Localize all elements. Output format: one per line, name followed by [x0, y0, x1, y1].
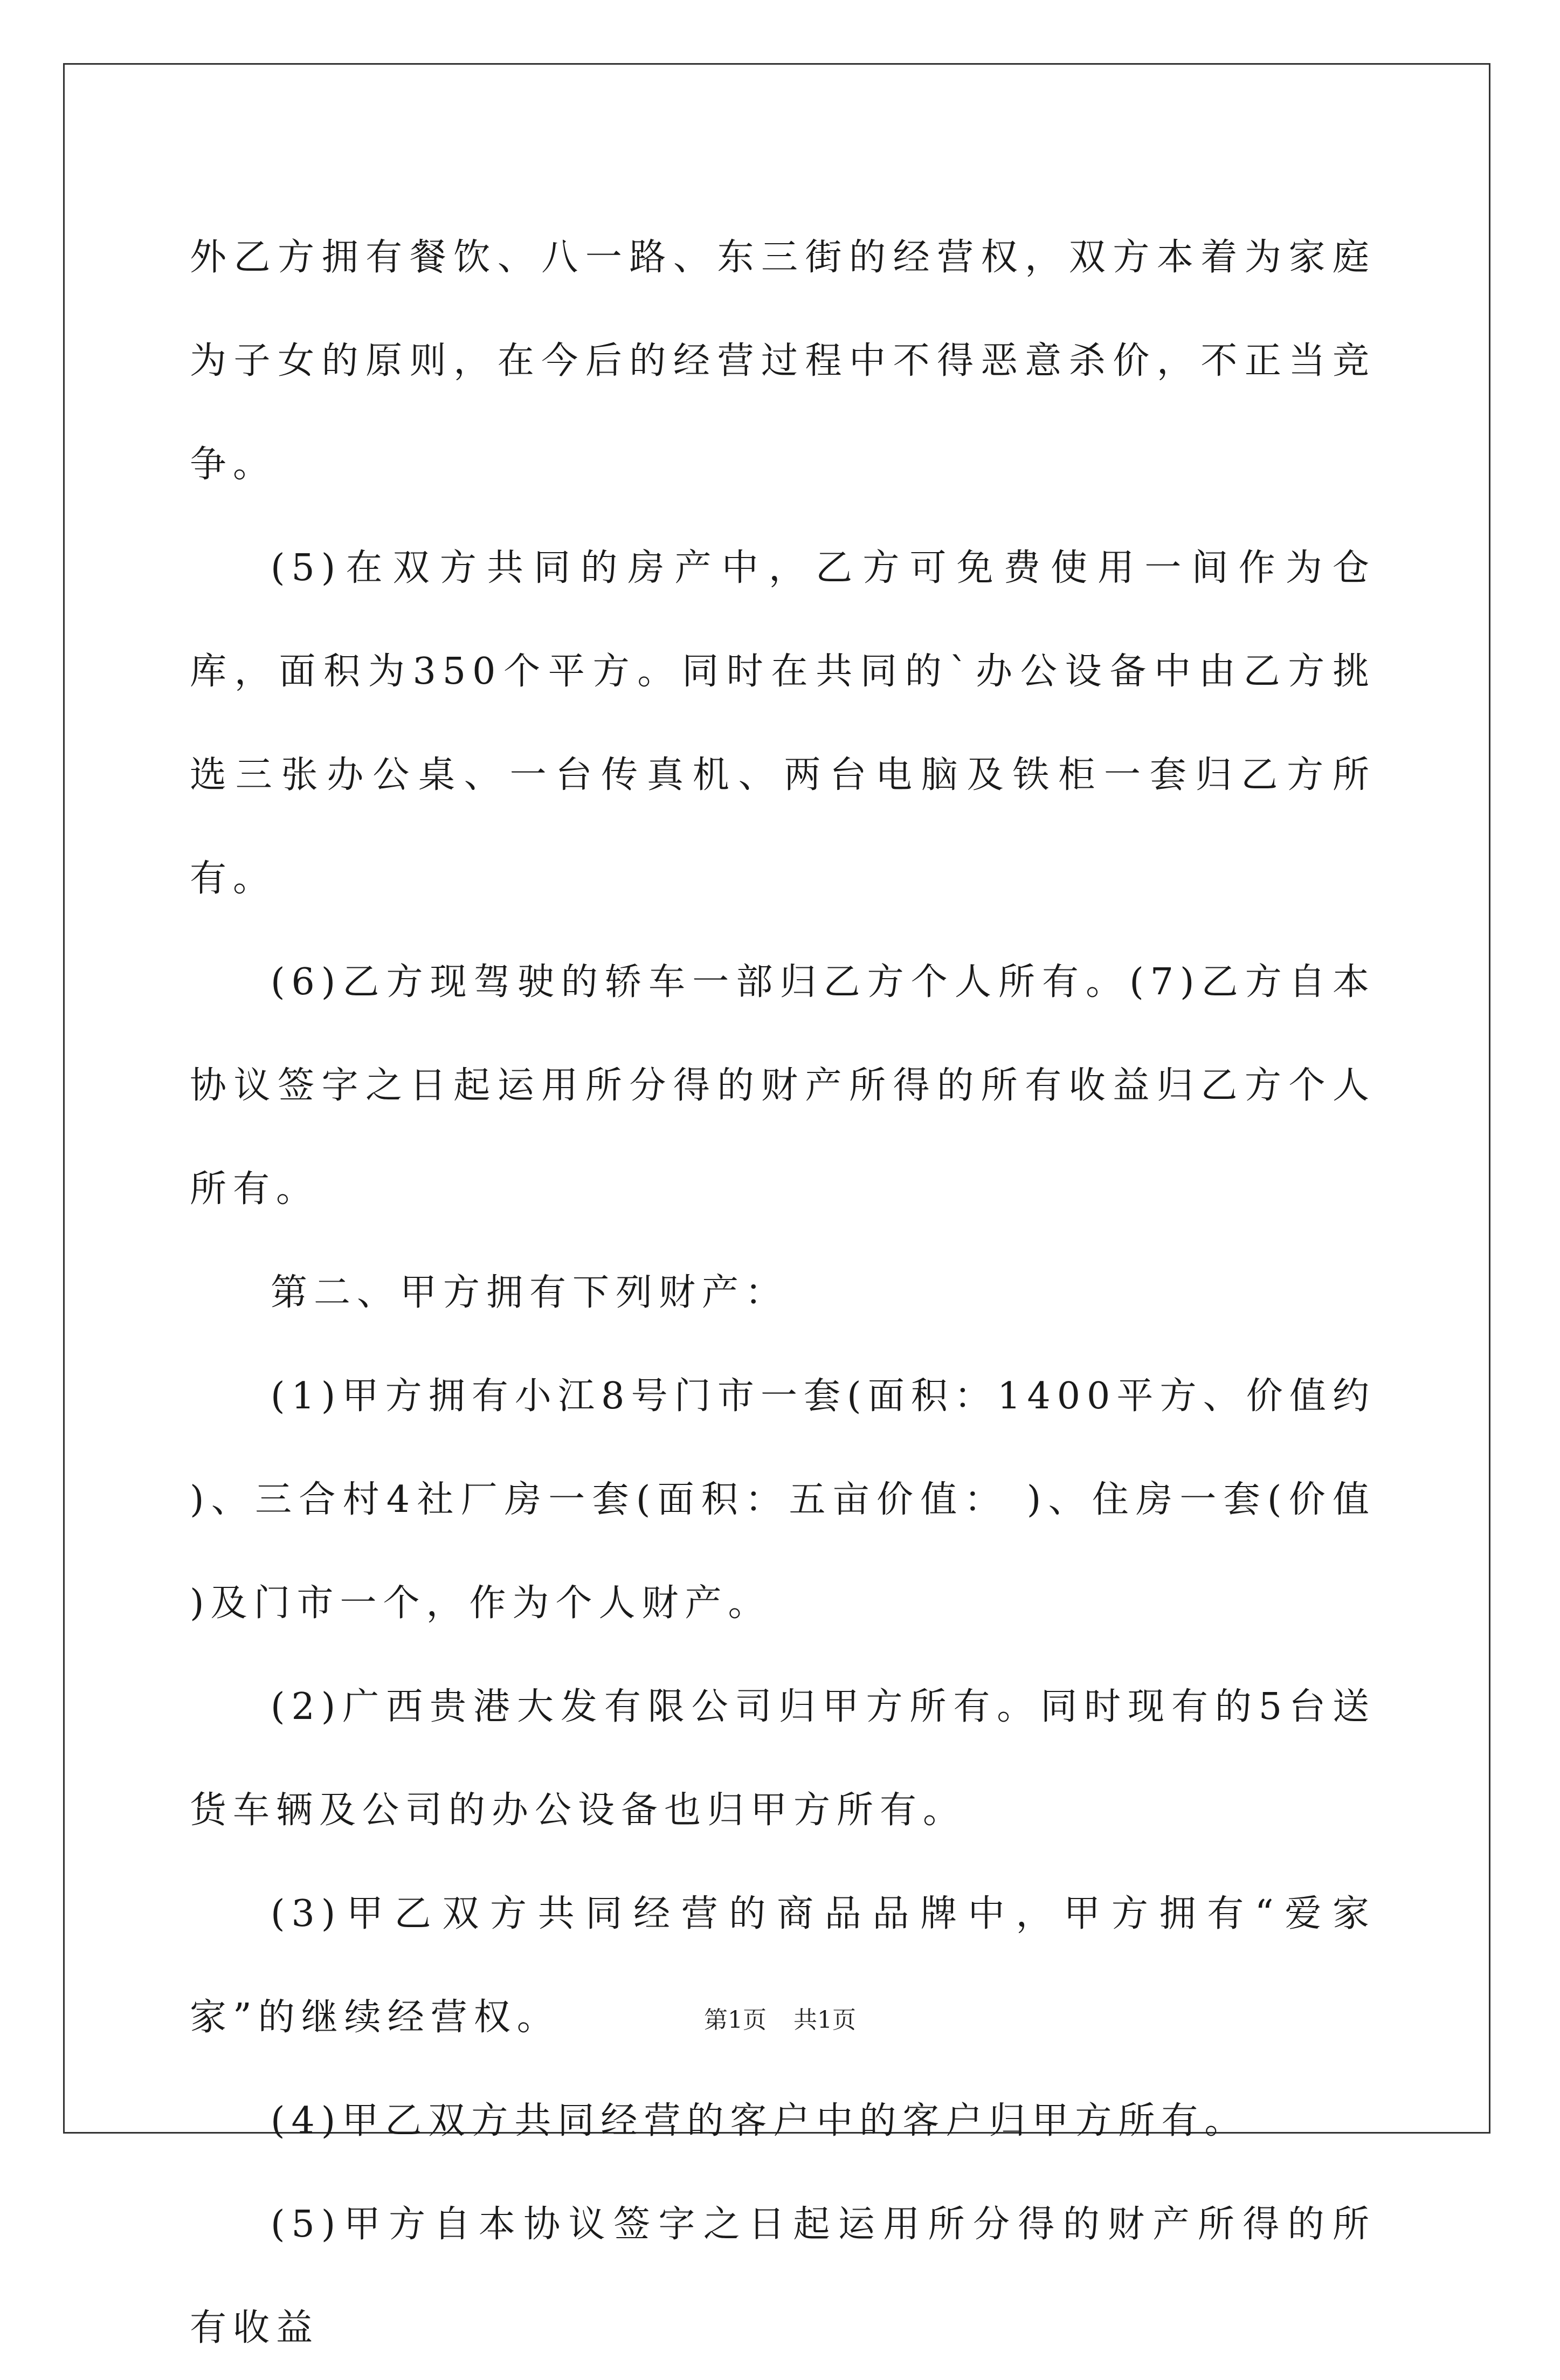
section-heading: 第二、甲方拥有下列财产：	[271, 1271, 789, 1314]
paragraph-2: (5)在双方共同的房产中，乙方可免费使用一间作为仓库，面积为350个平方。同时在共同的`办公设备中由乙方挑选三张办公桌、一台传真机、两台电脑及铁柜一套归乙方所有。	[190, 547, 1376, 900]
paragraph-8: (4)甲乙双方共同经营的客户中的客户归甲方所有。	[271, 2100, 1248, 2142]
paragraph-3: (6)乙方现驾驶的轿车一部归乙方个人所有。(7)乙方自本协议签字之日起运用所分得的财产所得的所有收益归乙方个人所有。	[190, 961, 1376, 1210]
paragraph-5: (1)甲方拥有小江8号门市一套(面积：1400平方、价值约 )、三合村4社厂房一套(面积：五亩价值： )、住房一套(价值 )及门市一个，作为个人财产。	[190, 1375, 1376, 1625]
paragraph-7: (3)甲乙双方共同经营的商品品牌中，甲方拥有“爱家家”的继续经营权。	[190, 1893, 1376, 2039]
paragraph-9: (5)甲方自本协议签字之日起运用所分得的财产所得的所有收益	[190, 2203, 1376, 2349]
paragraph-6: (2)广西贵港大发有限公司归甲方所有。同时现有的5台送货车辆及公司的办公设备也归甲方所有。	[190, 1686, 1376, 1832]
page-number: 第1页	[704, 2006, 767, 2034]
page-total: 共1页	[793, 2006, 856, 2034]
page-footer	[0, 2000, 1560, 2035]
document-body	[190, 206, 1376, 2380]
paragraph-1: 外乙方拥有餐饮、八一路、东三街的经营权，双方本着为家庭为子女的原则，在今后的经营过程中不得恶意杀价，不正当竞争。	[190, 236, 1376, 486]
